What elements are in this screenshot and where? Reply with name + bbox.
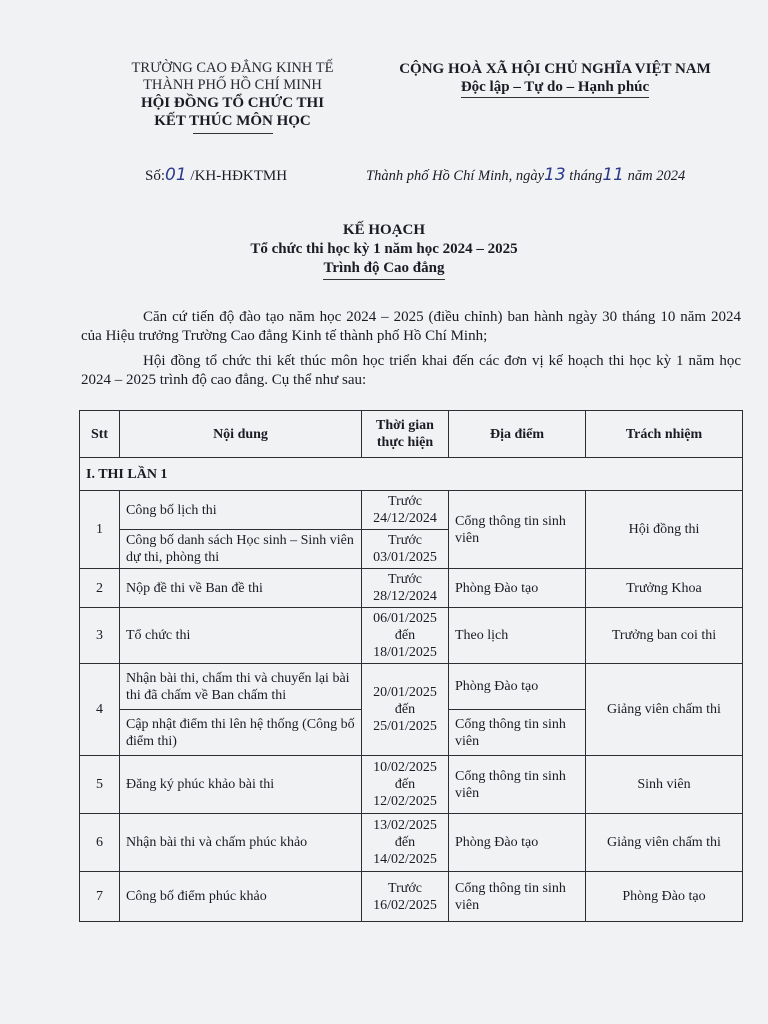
stt-cell: 6 bbox=[80, 814, 120, 872]
document-number bbox=[145, 165, 287, 185]
doc-number-suffix: /KH-HĐKTMH bbox=[186, 168, 288, 184]
date-prefix: Thành phố Hồ Chí Minh, ngày bbox=[366, 168, 545, 184]
date-year-label: năm 2024 bbox=[623, 168, 686, 184]
time-cell: 20/01/2025 đến 25/01/2025 bbox=[362, 664, 449, 756]
date-month-label: tháng bbox=[565, 168, 603, 184]
exam-plan-table bbox=[79, 410, 743, 922]
content-cell: Nộp đề thi về Ban đề thi bbox=[120, 569, 362, 608]
place-cell: Phòng Đào tạo bbox=[449, 569, 586, 608]
responsibility-cell: Giảng viên chấm thi bbox=[586, 664, 743, 756]
content-cell: Tổ chức thi bbox=[120, 608, 362, 664]
date-day-handwritten: 13 bbox=[544, 165, 566, 185]
basis-paragraph: Căn cứ tiến độ đào tạo năm học 2024 – 2025 (điều chỉnh) ban hành ngày 30 tháng 10 năm 2024 của Hiệu trưởng Trường Cao đẳng Kinh tế thành phố Hồ Chí Minh; bbox=[81, 309, 741, 344]
stt-cell: 7 bbox=[80, 872, 120, 922]
plan-level-text: Trình độ Cao đẳng bbox=[323, 260, 444, 280]
stt-cell: 3 bbox=[80, 608, 120, 664]
place-cell: Phòng Đào tạo bbox=[449, 814, 586, 872]
org-line-1: TRƯỜNG CAO ĐẲNG KINH TẾ bbox=[131, 60, 334, 76]
responsibility-cell: Hội đồng thi bbox=[586, 491, 743, 569]
table-row bbox=[80, 872, 743, 922]
content-cell: Đăng ký phúc khảo bài thi bbox=[120, 756, 362, 814]
time-cell: 06/01/2025 đến 18/01/2025 bbox=[362, 608, 449, 664]
stt-cell: 4 bbox=[80, 664, 120, 756]
responsibility-cell: Giảng viên chấm thi bbox=[586, 814, 743, 872]
doc-number-handwritten: 01 bbox=[165, 165, 187, 185]
time-cell: 13/02/2025 đến 14/02/2025 bbox=[362, 814, 449, 872]
content-cell: Cập nhật điểm thi lên hệ thống (Công bố điểm thi) bbox=[120, 710, 362, 756]
content-cell: Nhận bài thi và chấm phúc khảo bbox=[120, 814, 362, 872]
intro-paragraph: Hội đồng tổ chức thi kết thúc môn học triển khai đến các đơn vị kế hoạch thi học kỳ 1 năm học 2024 – 2025 trình độ cao đẳng. Cụ thể như sau: bbox=[81, 353, 741, 388]
header-responsibility: Trách nhiệm bbox=[586, 411, 743, 458]
place-cell: Phòng Đào tạo bbox=[449, 664, 586, 710]
national-motto: Độc lập – Tự do – Hạnh phúc bbox=[461, 78, 649, 98]
content-cell: Công bố lịch thi bbox=[120, 491, 362, 530]
table-row bbox=[80, 756, 743, 814]
time-cell: 10/02/2025 đến 12/02/2025 bbox=[362, 756, 449, 814]
org-underline bbox=[193, 133, 273, 134]
time-cell: Trước 28/12/2024 bbox=[362, 569, 449, 608]
responsibility-cell: Phòng Đào tạo bbox=[586, 872, 743, 922]
table-row bbox=[80, 491, 743, 530]
content-cell: Nhận bài thi, chấm thi và chuyển lại bài thi đã chấm về Ban chấm thi bbox=[120, 664, 362, 710]
table-row bbox=[80, 569, 743, 608]
content-cell: Công bố danh sách Học sinh – Sinh viên dự thi, phòng thi bbox=[120, 530, 362, 569]
responsibility-cell: Trưởng Khoa bbox=[586, 569, 743, 608]
header-place: Địa điểm bbox=[449, 411, 586, 458]
table-row bbox=[80, 608, 743, 664]
stt-cell: 5 bbox=[80, 756, 120, 814]
stt-cell: 1 bbox=[80, 491, 120, 569]
table-header-row bbox=[80, 411, 743, 458]
section-title: I. THI LẦN 1 bbox=[80, 458, 743, 491]
time-cell: Trước 16/02/2025 bbox=[362, 872, 449, 922]
content-cell: Công bố điểm phúc khảo bbox=[120, 872, 362, 922]
place-cell: Cổng thông tin sinh viên bbox=[449, 710, 586, 756]
date-month-handwritten: 11 bbox=[602, 165, 624, 185]
header-stt: Stt bbox=[80, 411, 120, 458]
time-cell: Trước 03/01/2025 bbox=[362, 530, 449, 569]
header-time: Thời gian thực hiện bbox=[362, 411, 449, 458]
plan-subtitle: Tổ chức thi học kỳ 1 năm học 2024 – 2025 bbox=[250, 241, 518, 257]
plan-title: KẾ HOẠCH bbox=[342, 222, 426, 238]
issuing-organization bbox=[95, 60, 370, 134]
plan-level bbox=[0, 260, 768, 280]
responsibility-cell: Sinh viên bbox=[586, 756, 743, 814]
place-cell: Cổng thông tin sinh viên bbox=[449, 756, 586, 814]
place-cell: Cổng thông tin sinh viên bbox=[449, 491, 586, 569]
section-row bbox=[80, 458, 743, 491]
place-cell: Cổng thông tin sinh viên bbox=[449, 872, 586, 922]
place-cell: Theo lịch bbox=[449, 608, 586, 664]
date-line bbox=[366, 165, 685, 185]
org-line-2: THÀNH PHỐ HỒ CHÍ MINH bbox=[143, 77, 322, 93]
table-row bbox=[80, 664, 743, 710]
country-name: CỘNG HOÀ XÃ HỘI CHỦ NGHĨA VIỆT NAM bbox=[399, 61, 711, 77]
table-row bbox=[80, 814, 743, 872]
responsibility-cell: Trưởng ban coi thi bbox=[586, 608, 743, 664]
org-line-3: HỘI ĐỒNG TỔ CHỨC THI bbox=[140, 95, 325, 111]
header-content: Nội dung bbox=[120, 411, 362, 458]
national-header bbox=[370, 60, 740, 98]
doc-number-prefix: Số: bbox=[145, 168, 166, 184]
time-cell: Trước 24/12/2024 bbox=[362, 491, 449, 530]
org-line-4: KẾT THÚC MÔN HỌC bbox=[154, 113, 311, 129]
stt-cell: 2 bbox=[80, 569, 120, 608]
